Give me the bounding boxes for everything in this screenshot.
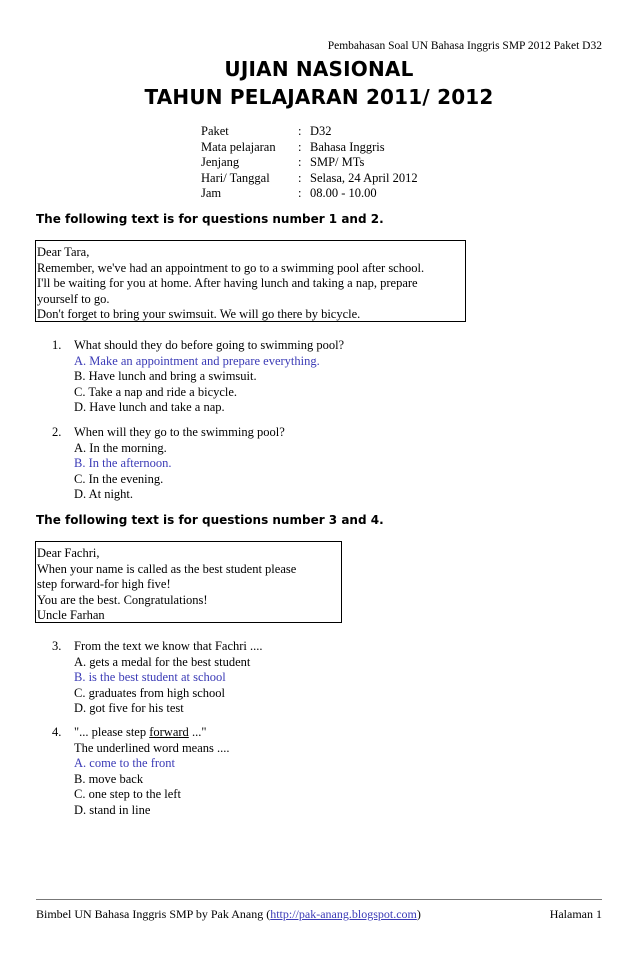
question-text [74, 725, 206, 741]
underlined-word: forward [149, 725, 189, 739]
text-line: yourself to go. [37, 291, 110, 306]
answer-option-correct: A. come to the front [74, 756, 176, 771]
section-instruction: The following text is for questions number 3 and 4. [36, 513, 384, 527]
meta-label: Hari/ Tanggal [201, 170, 270, 185]
meta-separator: : [298, 124, 302, 138]
meta-row-paket [201, 124, 418, 140]
question-number: 2. [52, 425, 62, 439]
answer-option: D. got five for his test [74, 701, 184, 716]
text-line: Don't forget to bring your swimsuit. We will go there by bicycle. [37, 307, 361, 322]
meta-row-date [201, 171, 418, 187]
text-line: Remember, we've had an appointment to go to a swimming pool after school. [37, 260, 425, 275]
text-line: When your name is called as the best student please [37, 561, 297, 576]
reading-text-box [35, 240, 466, 322]
answer-option: C. In the evening. [74, 471, 164, 486]
meta-row-subject [201, 140, 418, 156]
exam-title: UJIAN NASIONAL [224, 57, 414, 81]
answer-option: B. Have lunch and bring a swimsuit. [74, 369, 257, 384]
meta-value: D32 [310, 124, 332, 138]
question-number: 3. [52, 639, 62, 653]
text-line: You are the best. Congratulations! [37, 592, 208, 607]
answer-option: A. In the morning. [74, 440, 167, 455]
footer-credit-close: ) [416, 907, 421, 921]
meta-value: Selasa, 24 April 2012 [310, 170, 418, 185]
section-instruction: The following text is for questions number 1 and 2. [36, 212, 384, 226]
text-line: Dear Tara, [37, 245, 90, 259]
answer-option: C. one step to the left [74, 787, 181, 802]
page-number: Halaman 1 [549, 907, 602, 921]
answer-option: B. move back [74, 771, 144, 786]
footer-credit [36, 907, 421, 922]
question-text: When will they go to the swimming pool? [74, 425, 285, 439]
meta-label: Mata pelajaran [201, 139, 276, 154]
question-1 [52, 338, 344, 416]
meta-row-level [201, 155, 418, 171]
answer-option: D. At night. [74, 487, 134, 502]
exam-year-title: TAHUN PELAJARAN 2011/ 2012 [144, 85, 494, 109]
question-text-pre: "... please step [74, 725, 150, 739]
text-line: Dear Fachri, [37, 546, 100, 560]
question-text-line-2: The underlined word means .... [74, 740, 230, 755]
text-line: step forward-for high five! [37, 577, 171, 592]
meta-row-time [201, 186, 418, 202]
answer-option: C. Take a nap and ride a bicycle. [74, 384, 238, 399]
meta-label: Jam [201, 186, 222, 201]
meta-label: Jenjang [201, 155, 240, 170]
question-text: From the text we know that Fachri .... [74, 639, 263, 653]
header-note: Pembahasan Soal UN Bahasa Inggris SMP 2012 Paket D32 [327, 40, 602, 52]
footer-credit-text: Bimbel UN Bahasa Inggris SMP by Pak Anang ( [36, 907, 271, 921]
question-number: 1. [52, 338, 62, 352]
question-text: What should they do before going to swimming pool? [74, 338, 345, 352]
answer-option-correct: B. In the afternoon. [74, 456, 172, 471]
meta-value: Bahasa Inggris [310, 139, 385, 154]
question-3 [52, 639, 263, 717]
footer-link[interactable]: http://pak-anang.blogspot.com [270, 907, 417, 921]
footer-divider [36, 899, 602, 900]
answer-option-correct: A. Make an appointment and prepare everything. [74, 353, 320, 368]
answer-option-correct: B. is the best student at school [74, 670, 226, 685]
text-line: Uncle Farhan [37, 608, 105, 623]
question-text-post: ..." [188, 725, 207, 739]
meta-separator: : [298, 186, 302, 201]
question-2 [52, 425, 285, 503]
answer-option: D. Have lunch and take a nap. [74, 400, 225, 415]
meta-value: SMP/ MTs [310, 155, 365, 170]
meta-label: Paket [201, 124, 229, 138]
text-line: I'll be waiting for you at home. After having lunch and taking a nap, prepare [37, 276, 418, 291]
question-number: 4. [52, 725, 62, 739]
answer-option: A. gets a medal for the best student [74, 654, 251, 669]
meta-separator: : [298, 155, 302, 170]
reading-text-box [35, 541, 342, 623]
meta-value: 08.00 - 10.00 [310, 186, 377, 201]
answer-option: C. graduates from high school [74, 685, 226, 700]
exam-meta-table [201, 124, 418, 202]
answer-option: D. stand in line [74, 802, 151, 817]
meta-separator: : [298, 170, 302, 185]
meta-separator: : [298, 139, 302, 154]
question-4 [52, 725, 230, 819]
